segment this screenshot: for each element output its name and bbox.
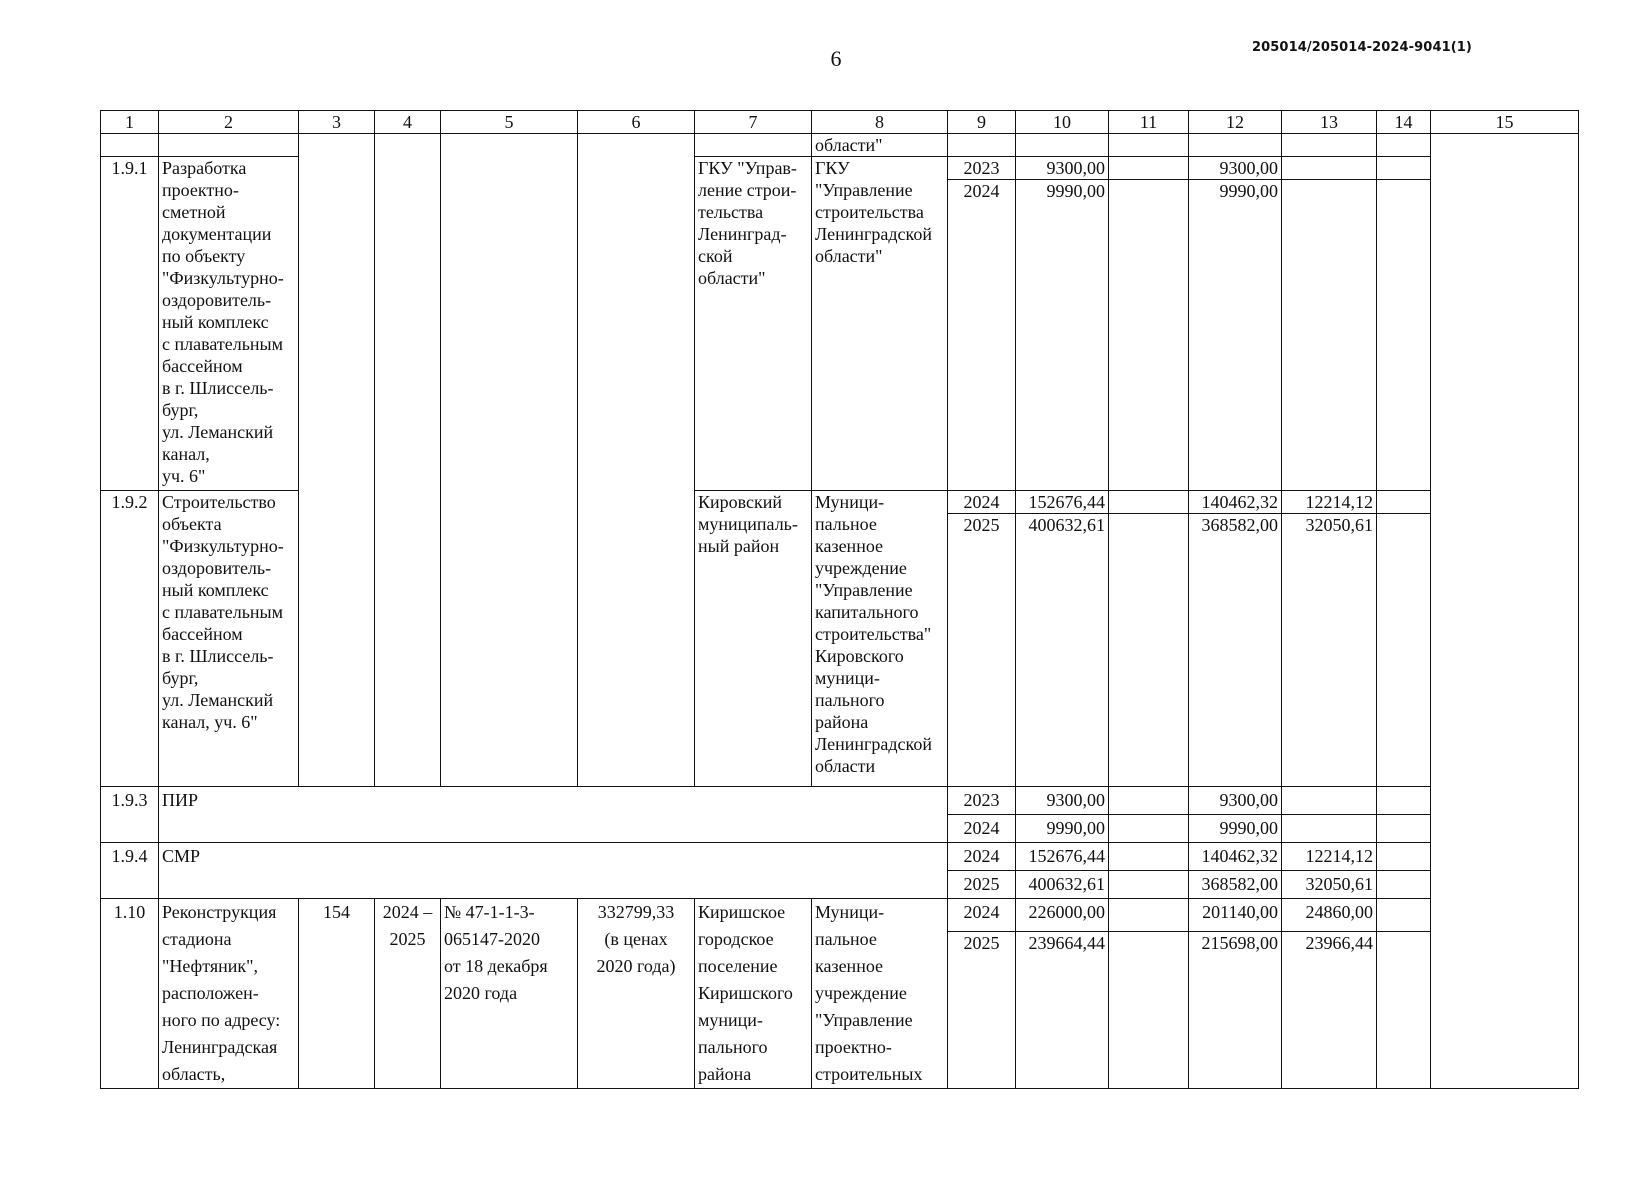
header-cell: 2	[159, 111, 299, 134]
amount-local: 32050,61	[1282, 514, 1377, 787]
header-cell: 4	[375, 111, 441, 134]
year-cell: 2025	[948, 514, 1016, 787]
header-cell: 6	[578, 111, 695, 134]
amount-local	[1282, 157, 1377, 180]
amount-total: 152676,44	[1016, 491, 1109, 514]
year-cell: 2024	[948, 899, 1016, 932]
expertise-conclusion: № 47-1-1-3- 065147-2020 от 18 декабря 2020 года	[441, 899, 578, 1089]
row-name: Реконструкция стадиона "Нефтяник", расположен- ного по адресу: Ленинградская область,	[159, 899, 299, 1089]
amount-local	[1282, 787, 1377, 815]
amount-total: 9990,00	[1016, 180, 1109, 491]
header-cell: 9	[948, 111, 1016, 134]
amount-federal	[1109, 514, 1189, 787]
amount-federal	[1109, 180, 1189, 491]
header-row	[101, 111, 1579, 134]
amount-regional: 368582,00	[1189, 871, 1282, 899]
row-number: 1.9.1	[101, 157, 159, 491]
amount-total: 9300,00	[1016, 157, 1109, 180]
amount-regional: 9990,00	[1189, 180, 1282, 491]
amount-total: 226000,00	[1016, 899, 1109, 932]
year-cell: 2023	[948, 787, 1016, 815]
period: 2024 – 2025	[375, 899, 441, 1089]
header-cell: 8	[812, 111, 948, 134]
amount-regional: 215698,00	[1189, 932, 1282, 1089]
header-cell: 1	[101, 111, 159, 134]
amount-federal	[1109, 787, 1189, 815]
program-table	[100, 110, 1579, 1089]
customer: Муници- пальное казенное учреждение "Управление проектно- строительных	[812, 899, 948, 1089]
header-cell: 12	[1189, 111, 1282, 134]
amount-local: 24860,00	[1282, 899, 1377, 932]
responsible-body: Киришское городское поселение Киришского муници- пального района	[695, 899, 812, 1089]
amount-federal	[1109, 157, 1189, 180]
header-cell: 10	[1016, 111, 1109, 134]
amount-regional: 368582,00	[1189, 514, 1282, 787]
amount-federal	[1109, 491, 1189, 514]
amount-federal	[1109, 899, 1189, 932]
document-id: 205014/205014-2024-9041(1)	[1252, 40, 1472, 55]
year-cell: 2023	[948, 157, 1016, 180]
year-cell: 2025	[948, 871, 1016, 899]
responsible-body: ГКУ "Управ- ление строи- тельства Ленинград- ской области"	[695, 157, 812, 491]
amount-local: 12214,12	[1282, 843, 1377, 871]
year-cell: 2024	[948, 180, 1016, 491]
amount-federal	[1109, 932, 1189, 1089]
customer: Муници- пальное казенное учреждение "Управление капитального строительства" Кировского муници- пального района Ленинградской области	[812, 491, 948, 787]
table-row	[101, 787, 1579, 815]
customer: ГКУ "Управление строительства Ленинградской области"	[812, 157, 948, 491]
amount-total: 9300,00	[1016, 787, 1109, 815]
amount-total: 400632,61	[1016, 514, 1109, 787]
estimated-cost: 332799,33 (в ценах 2020 года)	[578, 899, 695, 1089]
amount-local	[1282, 815, 1377, 843]
table-row	[101, 843, 1579, 871]
year-cell: 2024	[948, 815, 1016, 843]
responsible-body: Кировский муниципаль- ный район	[695, 491, 812, 787]
row-name: Строительство объекта "Физкультурно- оздоровитель- ный комплекс с плавательным бассейном в г. Шлиссель- бург, ул. Леманский канал, уч. 6"	[159, 491, 299, 787]
row-number: 1.10	[101, 899, 159, 1089]
row-number: 1.9.2	[101, 491, 159, 787]
amount-regional: 140462,32	[1189, 491, 1282, 514]
amount-total: 400632,61	[1016, 871, 1109, 899]
continuation-text: области"	[812, 134, 948, 157]
amount-federal	[1109, 815, 1189, 843]
table-row	[101, 899, 1579, 932]
amount-local: 32050,61	[1282, 871, 1377, 899]
amount-regional: 140462,32	[1189, 843, 1282, 871]
header-cell: 5	[441, 111, 578, 134]
amount-local	[1282, 180, 1377, 491]
row-name: Разработка проектно- сметной документации по объекту "Физкультурно- оздоровитель- ный комплекс с плавательным бассейном в г. Шлиссель- бург, ул. Леманский канал, уч. 6"	[159, 157, 299, 491]
amount-federal	[1109, 871, 1189, 899]
amount-regional: 9300,00	[1189, 787, 1282, 815]
header-cell: 14	[1377, 111, 1431, 134]
header-cell: 7	[695, 111, 812, 134]
row-number: 1.9.3	[101, 787, 159, 843]
amount-total: 152676,44	[1016, 843, 1109, 871]
amount-regional: 9300,00	[1189, 157, 1282, 180]
capacity: 154	[299, 899, 375, 1089]
row-number: 1.9.4	[101, 843, 159, 899]
row-name: ПИР	[159, 787, 948, 843]
header-cell: 11	[1109, 111, 1189, 134]
year-cell: 2024	[948, 843, 1016, 871]
header-cell: 13	[1282, 111, 1377, 134]
amount-regional: 9990,00	[1189, 815, 1282, 843]
amount-total: 9990,00	[1016, 815, 1109, 843]
amount-federal	[1109, 843, 1189, 871]
page-number: 6	[830, 46, 842, 71]
amount-total: 239664,44	[1016, 932, 1109, 1089]
year-cell: 2025	[948, 932, 1016, 1089]
column-15-cell	[1431, 134, 1579, 1089]
header-cell: 15	[1431, 111, 1579, 134]
row-name: СМР	[159, 843, 948, 899]
amount-regional: 201140,00	[1189, 899, 1282, 932]
amount-local: 23966,44	[1282, 932, 1377, 1089]
header-cell: 3	[299, 111, 375, 134]
continuation-row	[101, 134, 1579, 157]
amount-local: 12214,12	[1282, 491, 1377, 514]
year-cell: 2024	[948, 491, 1016, 514]
